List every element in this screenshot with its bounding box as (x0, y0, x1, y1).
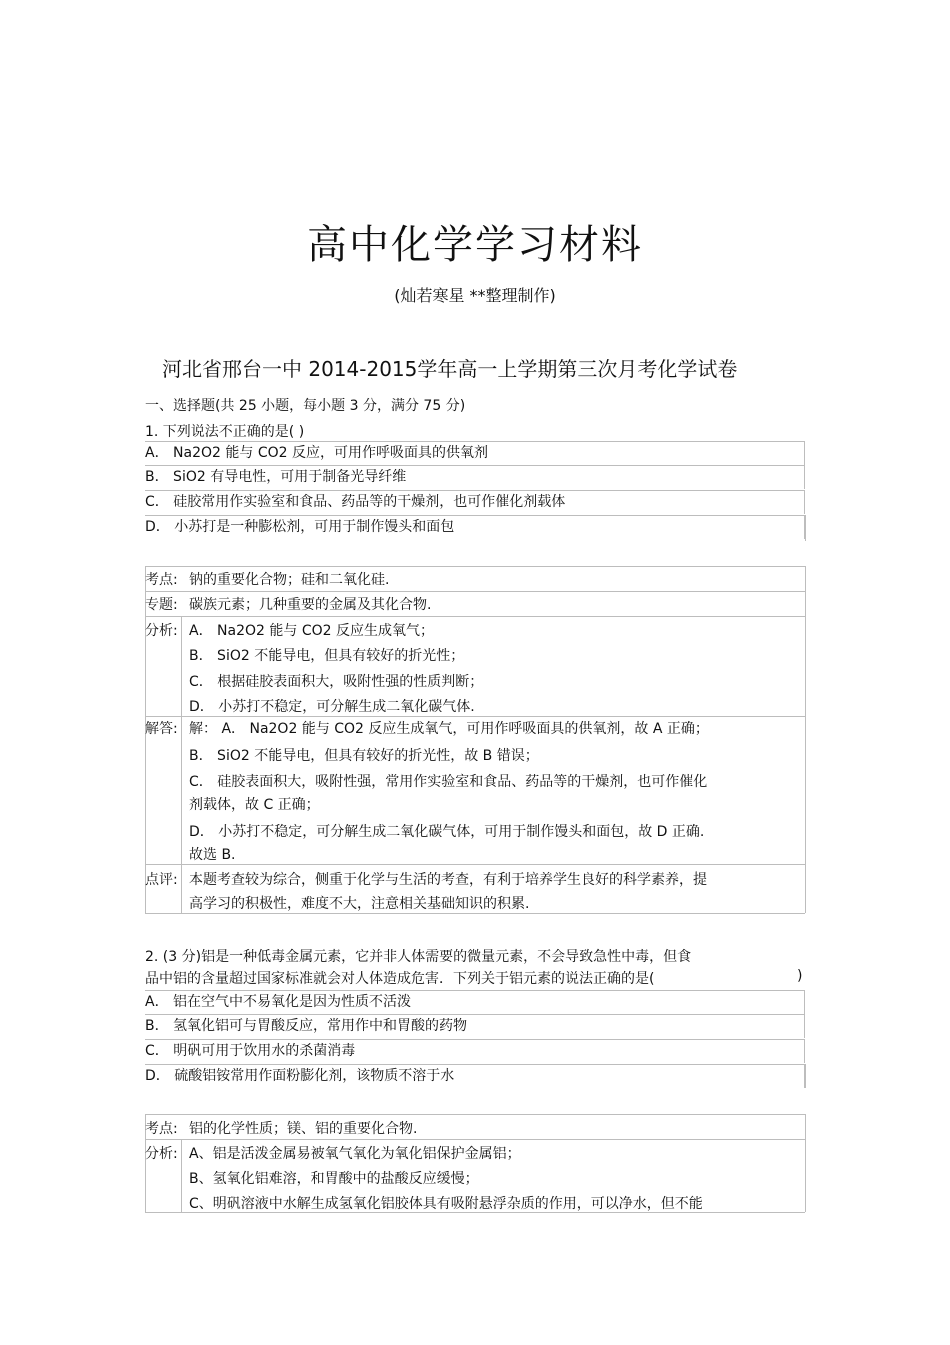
question-1-option-d (145, 515, 805, 539)
divider (145, 1139, 805, 1140)
kaodian-text: 钠的重要化合物；硅和二氧化硅. (189, 572, 390, 588)
option-text: D． 小苏打是一种膨松剂，可用于制作馒头和面包 (145, 519, 455, 535)
fenxi-line: C． 根据硅胶表面积大，吸附性强的性质判断； (189, 674, 484, 690)
divider (805, 1114, 806, 1212)
fenxi-line: A、铝是活泼金属易被氧气氧化为氧化铝保护金属铝； (189, 1146, 521, 1162)
jieda-line: C． 硅胶表面积大，吸附性强，常用作实验室和食品、药品等的干燥剂，也可作催化 (189, 774, 708, 790)
fenxi-line: C、明矾溶液中水解生成氢氧化铝胶体具有吸附悬浮杂质的作用，可以净水，但不能 (189, 1196, 703, 1212)
question-1-option-a (145, 441, 805, 465)
divider (805, 1064, 806, 1088)
divider (145, 566, 805, 567)
zhuanti-label: 专题: (145, 597, 178, 613)
zhuanti-text: 碳族元素；几种重要的金属及其化合物. (189, 597, 432, 613)
question-2-option-c (145, 1039, 805, 1063)
question-2-stem-line1: 2. (3 分)铝是一种低毒金属元素，它并非人体需要的微量元素，不会导致急性中毒，但食 (145, 949, 692, 965)
jieda-line: B． SiO2 不能导电，但具有较好的折光性，故 B 错误； (189, 748, 539, 764)
jieda-label: 解答: (145, 721, 178, 737)
question-1-option-b (145, 465, 805, 489)
option-text: C． 硅胶常用作实验室和食品、药品等的干燥剂，也可作催化剂载体 (145, 494, 566, 510)
dianping-line: 本题考查较为综合，侧重于化学与生活的考查，有利于培养学生良好的科学素养，提 (189, 872, 707, 888)
jieda-line: 解： A． Na2O2 能与 CO2 反应生成氧气，可用作呼吸面具的供氧剂，故 A 正确； (189, 721, 709, 737)
divider (181, 616, 182, 913)
page-subtitle: (灿若寒星 **整理制作) (394, 286, 556, 305)
divider (145, 913, 805, 914)
jieda-line: 故选 B. (189, 847, 236, 863)
divider (145, 616, 805, 617)
jieda-line: D． 小苏打不稳定，可分解生成二氧化碳气体，可用于制作馒头和面包，故 D 正确. (189, 824, 705, 840)
kaodian-text: 铝的化学性质；镁、铝的重要化合物. (189, 1121, 418, 1137)
question-2-stem-line2: 品中铝的含量超过国家标准就会对人体造成危害．下列关于铝元素的说法正确的是( (145, 971, 655, 987)
jieda-line: 剂载体，故 C 正确； (189, 797, 320, 813)
divider (181, 1139, 182, 1212)
option-text: A． 铝在空气中不易氧化是因为性质不活泼 (145, 994, 412, 1010)
question-2-option-b (145, 1014, 805, 1038)
dianping-line: 高学习的积极性，难度不大，注意相关基础知识的积累. (189, 896, 530, 912)
fenxi-label: 分析: (145, 1146, 178, 1162)
divider (145, 591, 805, 592)
section-header: 一、选择题(共 25 小题，每小题 3 分，满分 75 分) (145, 398, 466, 414)
option-text: C． 明矾可用于饮用水的杀菌消毒 (145, 1043, 356, 1059)
divider (145, 716, 805, 717)
option-text: B． SiO2 有导电性，可用于制备光导纤维 (145, 469, 407, 485)
question-2-stem-paren: ) (797, 968, 803, 984)
divider (145, 864, 805, 865)
question-1-option-c (145, 490, 805, 514)
kaodian-label: 考点: (145, 572, 178, 588)
fenxi-line: B． SiO2 不能导电，但具有较好的折光性； (189, 648, 465, 664)
question-1-stem: 1. 下列说法不正确的是( ) (145, 424, 305, 440)
option-text: D． 硫酸铝铵常用作面粉膨化剂，该物质不溶于水 (145, 1068, 455, 1084)
option-text: B． 氢氧化铝可与胃酸反应，常用作中和胃酸的药物 (145, 1018, 468, 1034)
divider (805, 566, 806, 913)
question-2-option-d (145, 1064, 805, 1088)
dianping-label: 点评: (145, 872, 178, 888)
kaodian-label: 考点: (145, 1121, 178, 1137)
divider (145, 1114, 805, 1115)
page-title: 高中化学学习材料 (307, 222, 643, 268)
divider (145, 566, 146, 913)
fenxi-line: D． 小苏打不稳定，可分解生成二氧化碳气体. (189, 699, 475, 715)
question-2-option-a (145, 990, 805, 1014)
exam-title: 河北省邢台一中 2014-2015学年高一上学期第三次月考化学试卷 (162, 357, 738, 381)
divider (805, 515, 806, 541)
fenxi-line: B、氢氧化铝难溶，和胃酸中的盐酸反应缓慢； (189, 1171, 479, 1187)
fenxi-line: A． Na2O2 能与 CO2 反应生成氧气； (189, 623, 434, 639)
option-text: A． Na2O2 能与 CO2 反应，可用作呼吸面具的供氧剂 (145, 445, 488, 461)
fenxi-label: 分析: (145, 623, 178, 639)
